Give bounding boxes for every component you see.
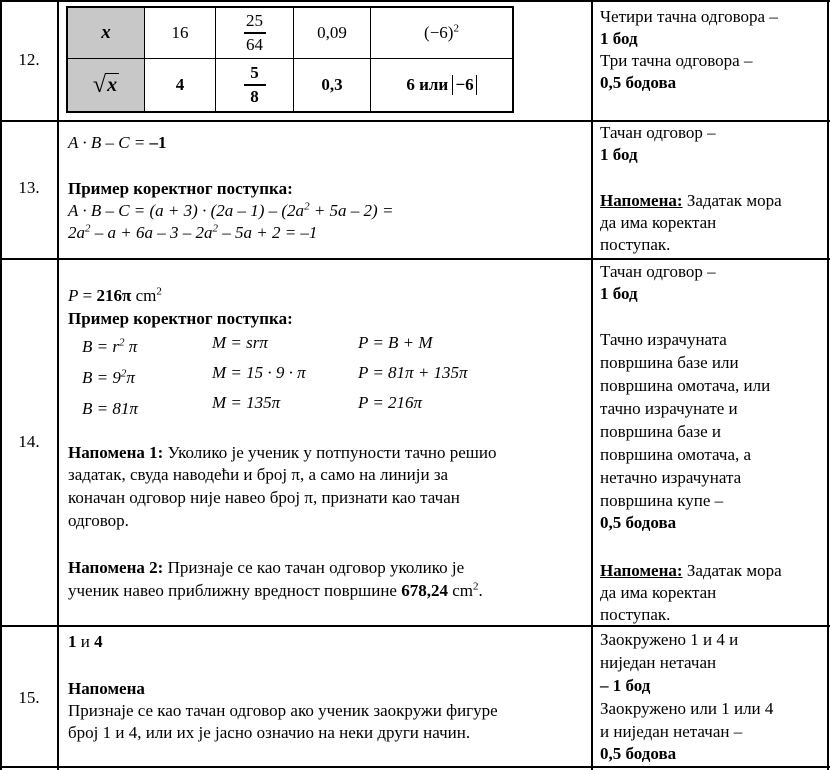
sqrt-symbol: √ x [92, 72, 118, 98]
scoring-text: површина омотача, а [600, 445, 752, 464]
column-divider [827, 0, 829, 770]
note2-14: Напомена 2: Признаје се као тачан одговор уколико је [68, 558, 465, 577]
scoring-text: Тачно израчуната [600, 330, 727, 349]
equation: $B = r^2$ π [82, 336, 138, 356]
scoring-text: ниједан нетачан [600, 653, 717, 672]
note-text: задатак, свуда наводећи и број π, а само на линији за [68, 465, 449, 484]
scoring-points: 0,5 бодова [600, 744, 677, 763]
x-value-cell: 0,09 [294, 8, 371, 59]
scoring-note-text: да има коректан [600, 583, 717, 602]
row-divider [0, 0, 830, 2]
column-divider [0, 0, 2, 770]
sqrt-value-cell [216, 59, 294, 111]
scoring-text: површина базе или [600, 353, 739, 372]
fraction: $\frac{5}{8}$ [244, 63, 266, 107]
x-header-cell: x [68, 8, 145, 59]
scoring-points: 0,5 бодова [600, 73, 677, 92]
scoring-12 [600, 6, 824, 94]
scoring-text: нетачно израчуната [600, 468, 742, 487]
equation: B = 81π [82, 399, 138, 418]
absolute-value: −6 [452, 75, 476, 95]
note-text: Признаје се као тачан одговор ако ученик заокружи фигуре [68, 701, 498, 720]
note-text: коначан одговор није навео број π, признати као тачан [68, 488, 460, 507]
task-number-14: 14. [18, 432, 40, 451]
equation: M = 15 · 9 · π [212, 363, 306, 382]
scoring-points: 1 бод [600, 284, 638, 303]
note-text: број 1 и 4, или их је јасно означио на неки други начин. [68, 723, 471, 742]
column-divider [57, 0, 59, 770]
sqrt-value-cell: 0,3 [294, 59, 371, 111]
scoring-note-text: да има коректан [600, 213, 717, 232]
row-divider [0, 766, 830, 768]
column-divider [591, 0, 593, 770]
scoring-text: Заокружено 1 и 4 и [600, 630, 739, 649]
scoring-text: Заокружено или 1 или 4 [600, 699, 774, 718]
fraction: $\frac{25}{64}$ [244, 11, 266, 55]
scoring-points: 1 бод [600, 29, 638, 48]
scoring-note-text: поступак. [600, 605, 671, 624]
sqrt-value-cell: 6 или −6 [371, 59, 512, 111]
note1-14: Напомена 1: Уколико је ученик у потпуности тачно решио [68, 443, 497, 462]
task-number-12: 12. [18, 50, 40, 69]
scoring-text: Тачан одговор – [600, 262, 716, 281]
sqrt-values-table [66, 6, 514, 113]
task-number-13: 13. [18, 178, 40, 197]
scoring-note-14: Напомена: Задатак мора [600, 561, 782, 580]
scoring-text: Тачан одговор – [600, 123, 716, 142]
scoring-text: површина купе – [600, 491, 724, 510]
note-text: ученик навео приближну вредност површине 678,24 $cm^2$. [68, 580, 483, 600]
sqrt-value-cell: 4 [145, 59, 216, 111]
row-divider [0, 258, 830, 260]
solution-line-13: $A \cdot B - C = (a + 3) \cdot (2a - 1) - (2a^2 + 5a - 2)$ = [68, 200, 394, 220]
sqrt-header-cell [68, 59, 145, 111]
note-heading-15: Напомена [68, 679, 145, 698]
scoring-note-13: Напомена: Задатак мора [600, 191, 782, 210]
example-heading-14: Пример коректног поступка: [68, 309, 293, 328]
row-divider [0, 625, 830, 627]
solution-line-13: $2a^2 - a + 6a - 3 - 2a^2 - 5a + 2 = -1$ [68, 222, 318, 242]
equation: P = B + M [358, 333, 433, 352]
equation: $B = 9^2\pi$ [82, 367, 135, 387]
task-number-15: 15. [18, 688, 40, 707]
scoring-text: и ниједан нетачан – [600, 722, 743, 741]
scoring-text: површина омотача, или [600, 376, 771, 395]
answer-13: A · B – C = –1 [68, 133, 167, 152]
note-text: одговор. [68, 511, 129, 530]
scoring-points: – 1 бод [600, 676, 651, 695]
scoring-text: површина базе и [600, 422, 722, 441]
answer-15: 1 и 4 [68, 632, 103, 651]
answer-14: P = 216π $cm^2$ [68, 285, 162, 305]
example-heading-13: Пример коректног поступка: [68, 179, 293, 198]
scoring-note-text: поступак. [600, 235, 671, 254]
x-value-cell: 16 [145, 8, 216, 59]
x-value-cell [216, 8, 294, 59]
scoring-points: 1 бод [600, 145, 638, 164]
equation: P = 216π [358, 393, 423, 412]
equation: M = 135π [212, 393, 281, 412]
equation: M = srπ [212, 333, 268, 352]
x-value-cell: $(-6)^2$ [371, 8, 512, 59]
scoring-text: Четири тачна одговора – [600, 7, 778, 26]
scoring-text: Три тачна одговора – [600, 51, 753, 70]
scoring-points: 0,5 бодова [600, 513, 677, 532]
scoring-text: тачно израчунате и [600, 399, 738, 418]
equation: P = 81π + 135π [358, 363, 468, 382]
